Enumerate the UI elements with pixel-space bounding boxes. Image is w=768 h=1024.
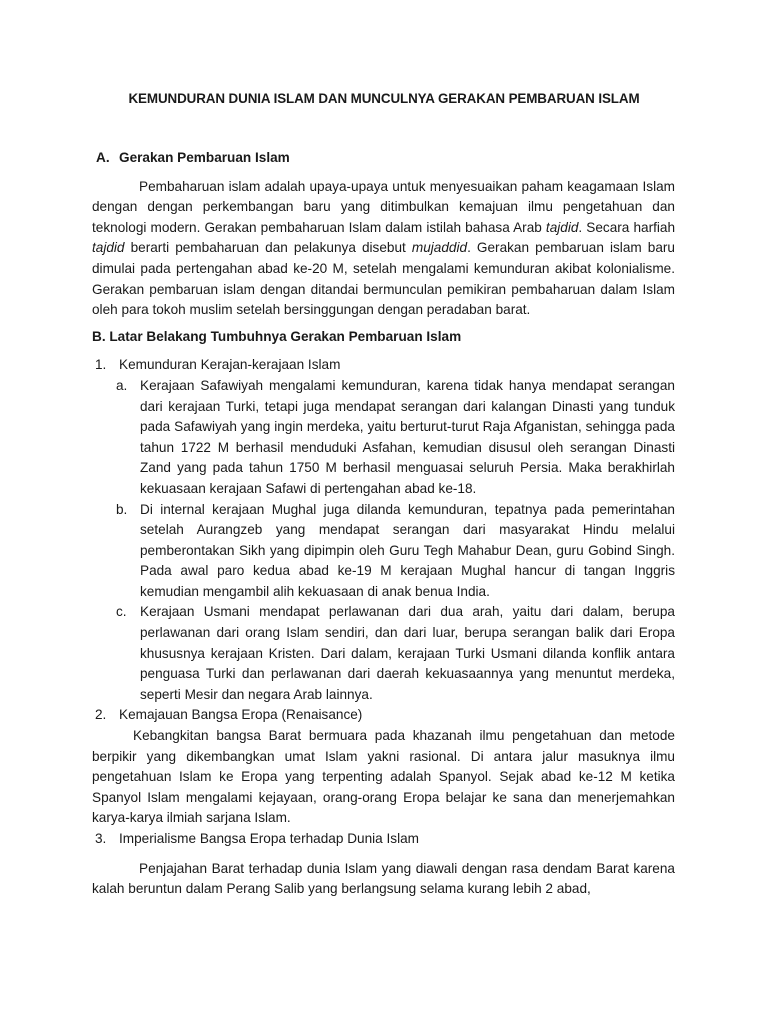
list-item-2-paragraph: Kebangkitan bangsa Barat bermuara pada khazanah ilmu pengetahuan dan metode berpikir yang dikembangkan umat Islam yakni rasional. Di antara jalur masuknya ilmu pengetahuan Islam ke Eropa yang terpenting adalah Spanyol. Sejak abad ke-12 M ketika Spanyol Islam mengalami kejayaan, orang-orang Eropa belajar ke sana dan menerjemahkan karya-karya ilmiah sarjana Islam. <box>92 728 675 826</box>
section-a-paragraph <box>92 177 675 321</box>
sub-item-text: Kerajaan Usmani mendapat perlawanan dari dua arah, yaitu dari dalam, berupa perlawanan dari orang Islam sendiri, dan dari luar, berupa serangan balik dari Eropa khususnya kerajaan Kristen. Dari dalam, kerajaan Turki Usmani dilanda konflik antara penguasa Turki dan perlawanan dari daerah kekuasaannya yang menuntut merdeka, seperti Mesir dan negara Arab lainnya. <box>140 604 675 702</box>
list-item-label: Kemunduran Kerajan-kerajaan Islam <box>119 357 341 373</box>
list-item-1 <box>92 355 675 376</box>
term-mujaddid: mujaddid <box>411 240 468 256</box>
term-tajdid: tajdid <box>545 219 579 235</box>
list-item-2 <box>92 705 675 726</box>
paragraph-text: Pembaharuan islam adalah upaya-upaya untuk menyesuaikan paham keagamaan Islam dengan dengan perkembangan baru yang ditimbulkan kemajuan ilmu pengetahuan dan teknologi modern. Gerakan pembaharuan Islam dalam istilah bahasa Arab <box>92 178 675 235</box>
section-b-heading: B. Latar Belakang Tumbuhnya Gerakan Pembaruan Islam <box>92 328 462 344</box>
section-a-marker: A. <box>96 150 110 165</box>
section-a-heading <box>92 148 675 169</box>
sub-item-letter: a. <box>116 377 128 393</box>
paragraph-text: . Gerakan pembaruan islam baru dimulai pada pertengahan abad ke-20 M, setelah mengalami kemunduran akibat kolonialisme. Gerakan pembaruan islam dengan ditandai bermunculan pemikiran pembaharuan dalam Islam oleh para tokoh muslim setelah bersinggungan dengan peradaban barat. <box>92 240 675 318</box>
page-title: KEMUNDURAN DUNIA ISLAM DAN MUNCULNYA GERAKAN PEMBARUAN ISLAM <box>128 91 640 106</box>
list-item-3-paragraph: Penjajahan Barat terhadap dunia Islam yang diawali dengan rasa dendam Barat karena kalah beruntun dalam Perang Salib yang berlangsung selama kurang lebih 2 abad, <box>92 860 675 897</box>
sub-item-b <box>92 500 675 603</box>
list-item-number: 2. <box>95 707 107 723</box>
section-a-heading-text: Gerakan Pembaruan Islam <box>119 150 290 165</box>
list-item-number: 1. <box>95 357 107 373</box>
paragraph-text: . Secara harfiah <box>578 219 676 235</box>
sub-item-a <box>92 376 675 500</box>
list-item-number: 3. <box>95 831 107 846</box>
term-tajdid: tajdid <box>92 240 125 256</box>
list-item-3 <box>92 829 675 850</box>
sub-item-text: Kerajaan Safawiyah mengalami kemunduran, karena tidak hanya mendapat serangan dari kerajaan Turki, tetapi juga mendapat serangan dari kalangan Dinasti yang tunduk pada Safawiyah yang ingin merdeka, yaitu berturut-turut Raja Afganistan, sehingga pada tahun 1722 M berhasil menduduki Asfahan, kemudian disusul oleh serangan Dinasti Zand yang pada tahun 1750 M berhasil menguasai seluruh Persia. Maka berakhirlah kekuasaan kerajaan Safawi di pertengahan abad ke-18. <box>140 377 675 496</box>
sub-item-c <box>92 602 675 705</box>
paragraph-text: berarti pembaharuan dan pelakunya disebut <box>124 240 412 256</box>
document-body <box>92 148 675 900</box>
sub-item-letter: b. <box>116 501 128 517</box>
list-item-label: Kemajauan Bangsa Eropa (Renaisance) <box>119 707 363 723</box>
sub-item-letter: c. <box>116 604 127 620</box>
list-item-label: Imperialisme Bangsa Eropa terhadap Dunia Islam <box>119 831 419 846</box>
sub-item-text: Di internal kerajaan Mughal juga dilanda kemunduran, tepatnya pada pemerintahan setelah Aurangzeb yang mendapat serangan dari masyarakat Hindu melalui pemberontakan Sikh yang dipimpin oleh Guru Tegh Mahabur Dean, guru Gobind Singh. Pada awal paro kedua abad ke-19 M kerajaan Mughal hancur di tangan Inggris kemudian mengambil alih kekuasaan di anak benua India. <box>140 501 675 599</box>
